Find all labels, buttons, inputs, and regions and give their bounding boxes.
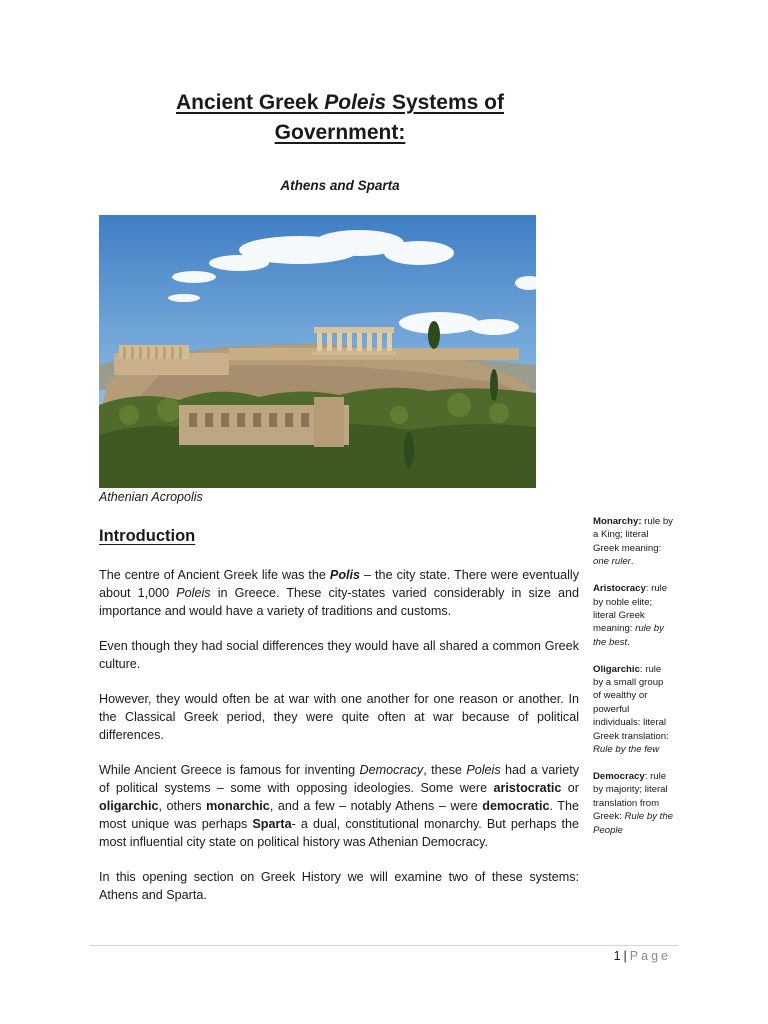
document-subtitle: Athens and Sparta — [280, 178, 400, 193]
image-caption: Athenian Acropolis — [99, 490, 203, 504]
footer-divider — [90, 945, 678, 946]
paragraph-1: The centre of Ancient Greek life was the Polis – the city state. There were eventually about 1,000 Poleis in Greece. These city-states varied considerably in size and importance and would have a variety of traditions and customs. — [99, 568, 579, 618]
paragraph-3: However, they would often be at war with one another for one reason or another. In the Classical Greek period, they were quite often at war because of political differences. — [99, 692, 579, 742]
glossary-aristocracy: Aristocracy: rule by noble elite; literal Greek meaning: rule by the best. — [593, 583, 668, 648]
paragraph-2: Even though they had social differences they would have all shared a common Greek culture. — [99, 639, 579, 671]
main-body — [99, 566, 579, 921]
glossary-oligarchic: Oligarchic: rule by a small group of wealthy or powerful individuals: literal Greek translation: Rule by the few — [593, 663, 669, 756]
document-title — [100, 88, 580, 148]
glossary-sidebar — [593, 515, 673, 851]
page-label: Page — [629, 949, 671, 963]
glossary-monarchy: Monarchy: rule by a King; literal Greek meaning: one ruler. — [593, 516, 673, 568]
footer-separator: | — [623, 949, 627, 963]
glossary-democracy: Democracy: rule by majority; literal translation from Greek: Rule by the People — [593, 771, 673, 836]
title-line-1: Ancient Greek Poleis Systems of — [176, 91, 504, 114]
title-line-2: Government: — [274, 121, 406, 144]
page-number: 1 — [613, 949, 621, 963]
paragraph-4: While Ancient Greece is famous for inventing Democracy, these Poleis had a variety of political systems – some with opposing ideologies. Some were aristocratic or oligarchic, others monarchic, and a few – notably Athens – were democratic. The most unique was perhaps Sparta- a dual, constitutional monarchy. But perhaps the most influential city state on political history was Athenian Democracy. — [99, 763, 580, 849]
paragraph-5: In this opening section on Greek History we will examine two of these systems: Athens and Sparta. — [99, 870, 579, 902]
page-footer — [614, 949, 671, 963]
acropolis-photo — [99, 215, 536, 488]
section-heading: Introduction — [99, 527, 196, 545]
